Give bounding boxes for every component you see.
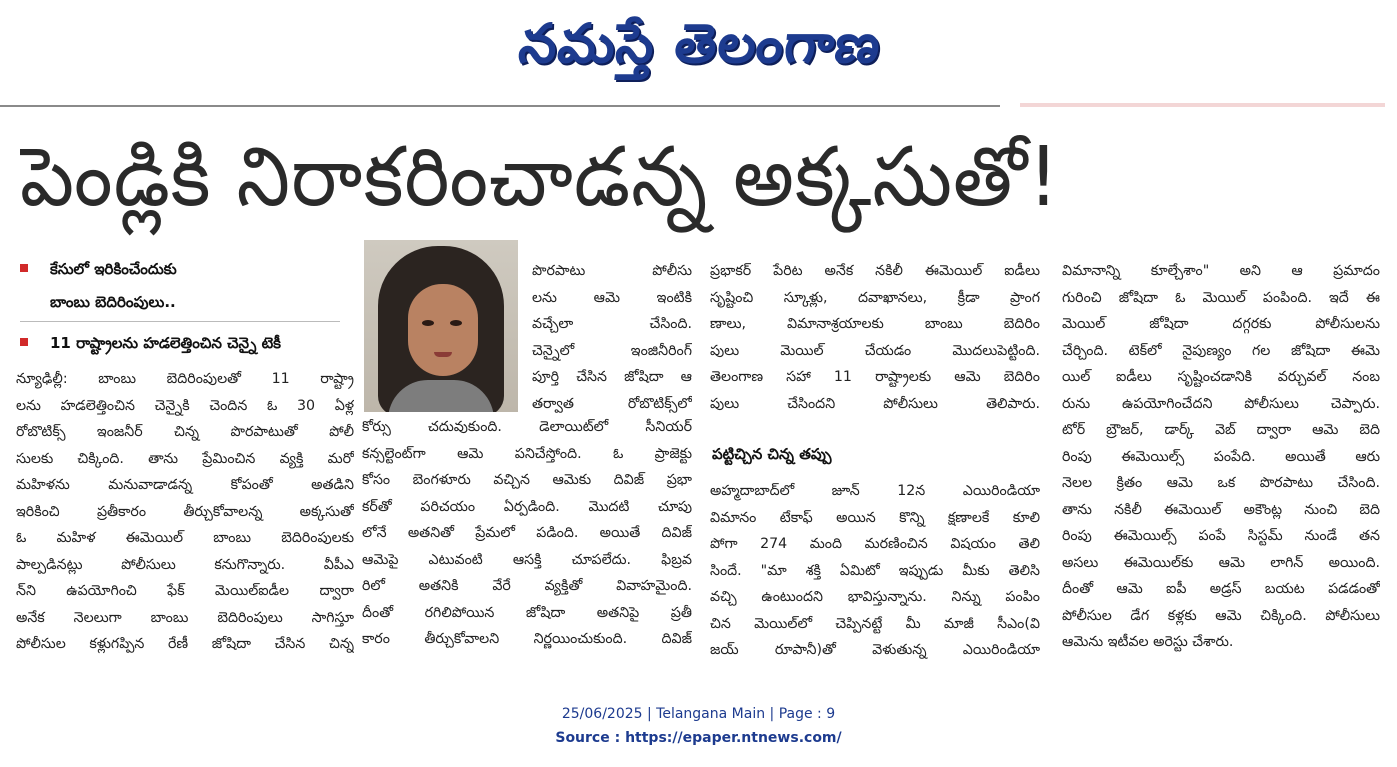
- text-line: యిల్ ఐడీలు సృష్టించడానికి వర్చువల్ నంబ: [1062, 369, 1380, 385]
- text-line: మహిళను మనువాడాడన్న కోపంతో అతడిని: [16, 477, 354, 493]
- text-line: సులకు చిక్కింది. తాను ప్రేమించిన వ్యక్తి మరో: [16, 450, 354, 467]
- text-line: సిందే. "మా శక్తి ఏమిటో ఇప్పుడు మీకు తెలిసి: [710, 562, 1040, 579]
- text-line: జయ్ రూపానీ)తో వెళుతున్న ఎయిరిండియా: [710, 642, 1040, 658]
- text-line: రింపు ఈమెయిల్స్ పంపేది. అయితే ఆరు: [1062, 448, 1380, 465]
- text-line: వచ్చి ఉంటుందని భావిస్తున్నాను. నిన్ను పంపిం: [710, 589, 1040, 605]
- text-line: రోబొటిక్స్ ఇంజనీర్ చిన్న పొరపాటుతో పోలీ: [16, 424, 354, 440]
- text-line: ఆమెను ఇటీవల అరెస్టు చేశారు.: [1062, 634, 1234, 650]
- text-line: ణాలు, విమానాశ్రయాలకు బాంబు బెదిరిం: [710, 316, 1040, 332]
- masthead: [0, 0, 1397, 108]
- text-line: లను ఆమె ఇంటికి: [532, 289, 692, 306]
- highlight-text: కేసులో ఇరికించేందుకు: [50, 260, 177, 278]
- text-line: పోగా 274 మంది మరణించిన విషయం తెలి: [710, 536, 1040, 552]
- text-line: వచ్చేలా చేసింది.: [532, 316, 692, 332]
- article-headline: పెండ్లికి నిరాకరించాడన్న అక్కసుతో!: [20, 128, 1060, 225]
- bullet-marker-icon: [20, 264, 28, 272]
- highlight-item: [20, 252, 360, 287]
- text-line: అనేక నెలలుగా బాంబు బెదిరింపులు సాగిస్తూ: [16, 609, 354, 626]
- text-line: లోనే అతనితో ప్రేమలో పడింది. అయితే దివిజ్: [362, 525, 692, 541]
- article-column-4: [1062, 258, 1380, 656]
- text-line: న్యూఢిల్లీ: బాంబు బెదిరింపులతో 11 రాష్ట్రా: [16, 371, 354, 387]
- text-line: పోలీసుల డేగ కళ్లకు ఆమె చిక్కింది. పోలీసులు: [1062, 607, 1380, 624]
- text-line: న్‌ని ఉపయోగించి ఫేక్ మెయిల్‌ఐడీల ద్వారా: [16, 583, 354, 599]
- newspaper-logo: నమస్తే తెలంగాణ: [515, 12, 885, 75]
- text-line: రును ఉపయోగించేదని పోలీసులు చెప్పారు.: [1062, 395, 1380, 412]
- highlight-divider: [20, 321, 340, 322]
- text-line: ఆమెపై ఎటువంటి ఆసక్తి చూపలేదు. ఫిబ్రవ: [362, 551, 692, 568]
- source-link[interactable]: Source : https://epaper.ntnews.com/: [555, 730, 842, 746]
- highlight-text: 11 రాష్ట్రాలను హడలెత్తించిన చెన్నై టెకీ: [50, 334, 281, 352]
- text-line: విమానాన్ని కూల్చేశాం" అని ఆ ప్రమాదం: [1062, 263, 1380, 279]
- text-line: పులు మెయిల్ చేయడం మొదలుపెట్టింది.: [710, 342, 1040, 359]
- text-line: చిన మెయిల్‌లో చెప్పినట్టే మీ మాజీ సీఎం(వి: [710, 615, 1040, 632]
- photo-mouth: [434, 352, 452, 357]
- article-highlights: [20, 252, 360, 361]
- article-column-1: [16, 366, 354, 658]
- text-line: దీంతో రగిలిపోయిన జోషిదా అతనిపై ప్రతీ: [362, 604, 692, 621]
- text-line: కర్‌తో పరిచయం ఏర్పడింది. మొదటి చూపు: [362, 498, 692, 515]
- text-line: మెయిల్ జోషిదా దగ్గరకు పోలీసులను: [1062, 316, 1380, 332]
- text-line: కన్సల్టెంట్‌గా ఆమె పనిచేస్తోంది. ఓ ప్రాజెక్టు: [362, 445, 692, 462]
- text-line: గురించి జోషిదా ఓ మెయిల్ పంపింది. ఇదే ఈ: [1062, 289, 1380, 306]
- text-line: కోర్సు చదువుకుంది. డెలాయిట్‌లో సీనియర్: [362, 419, 692, 435]
- text-line: చెన్నైలో ఇంజినీరింగ్: [532, 342, 692, 359]
- text-line: ఓ మహిళ ఈమెయిల్ బాంబు బెదిరింపులకు: [16, 530, 354, 546]
- text-line: విమానం టేకాఫ్ అయిన కొన్ని క్షణాలకే కూలి: [710, 509, 1040, 526]
- text-line: తాను నకిలీ ఈమెయిల్ అకౌంట్ల నుంచి బెది: [1062, 501, 1380, 518]
- text-line: పులు చేసిందని పోలీసులు తెలిపారు.: [710, 395, 1040, 412]
- masthead-divider-accent: [1020, 103, 1385, 107]
- bullet-marker-icon: [20, 338, 28, 346]
- text-line: టోర్ బ్రౌజర్, డార్క్ వెబ్ ద్వారా ఆమె బెది: [1062, 422, 1380, 438]
- text-line: తర్వాత రోబొటిక్స్‌లో: [532, 395, 692, 412]
- text-line: అహ్మదాబాద్‌లో జూన్ 12న ఎయిరిండియా: [710, 483, 1040, 499]
- photo-eye: [450, 320, 462, 326]
- text-line: సృష్టించి స్కూళ్లు, దవాఖానలు, క్రీడా ప్రాంగ: [710, 289, 1040, 306]
- text-line: ఇరికించి ప్రతీకారం తీర్చుకోవాలన్న అక్కసుతో: [16, 503, 354, 520]
- text-line: నెలల క్రితం ఆమె ఒక పొరపాటు చేసింది.: [1062, 475, 1380, 491]
- photo-eye: [422, 320, 434, 326]
- text-line: కోసం బెంగళూరు వచ్చిన ఆమెకు దివిజ్ ప్రభా: [362, 472, 692, 488]
- article-column-3-bottom: [710, 478, 1040, 664]
- text-line: దీంతో ఆమె ఐపీ అడ్రస్ బయట పడడంతో: [1062, 581, 1380, 597]
- text-line: పొరపాటు పోలీసు: [532, 263, 692, 279]
- portrait-photo: [364, 240, 518, 412]
- article-column-2-bottom: [362, 414, 692, 653]
- text-line: తెలంగాణ సహా 11 రాష్ట్రాలకు ఆమె బెదిరిం: [710, 369, 1040, 385]
- text-line: అసలు ఈమెయిల్‌కు ఆమె లాగిన్ అయింది.: [1062, 554, 1380, 571]
- text-line: చేర్చింది. టెక్‌లో నైపుణ్యం గల జోషిదా ఈమె: [1062, 342, 1380, 359]
- text-line: ప్రభాకర్ పేరిట అనేక నకిలీ ఈమెయిల్ ఐడీలు: [710, 263, 1040, 279]
- photo-face: [408, 284, 478, 376]
- highlight-item: [20, 326, 360, 361]
- text-line: కారం తీర్చుకోవాలని నిర్ణయించుకుంది. దివిజ్: [362, 631, 692, 647]
- text-line: రింపు ఈమెయిల్స్ పంపే సిస్టమ్ నుండే తన: [1062, 528, 1380, 544]
- text-line: పూర్తి చేసిన జోషిదా ఆ: [532, 369, 692, 385]
- text-line: రిలో అతనికి వేరే వ్యక్తితో వివాహమైంది.: [362, 578, 692, 594]
- highlight-text-continued: బాంబు బెదిరింపులు..: [50, 293, 176, 311]
- article-column-2-top: [532, 258, 692, 417]
- section-subheading: పట్టిచ్చిన చిన్న తప్పు: [712, 445, 832, 463]
- masthead-divider: [0, 105, 1000, 107]
- text-line: లను హడలెత్తించిన చెన్నైకి చెందిన ఓ 30 ఏళ్ల: [16, 397, 354, 414]
- text-line: పోలీసుల కళ్లుగప్పిన రేణీ జోషిదా చేసిన చిన్న: [16, 636, 354, 652]
- edition-info: 25/06/2025 | Telangana Main | Page : 9: [561, 706, 836, 722]
- article-column-3: [710, 258, 1040, 417]
- text-line: పాల్పడినట్లు పోలీసులు కనుగొన్నారు. వీపీఎ: [16, 556, 354, 573]
